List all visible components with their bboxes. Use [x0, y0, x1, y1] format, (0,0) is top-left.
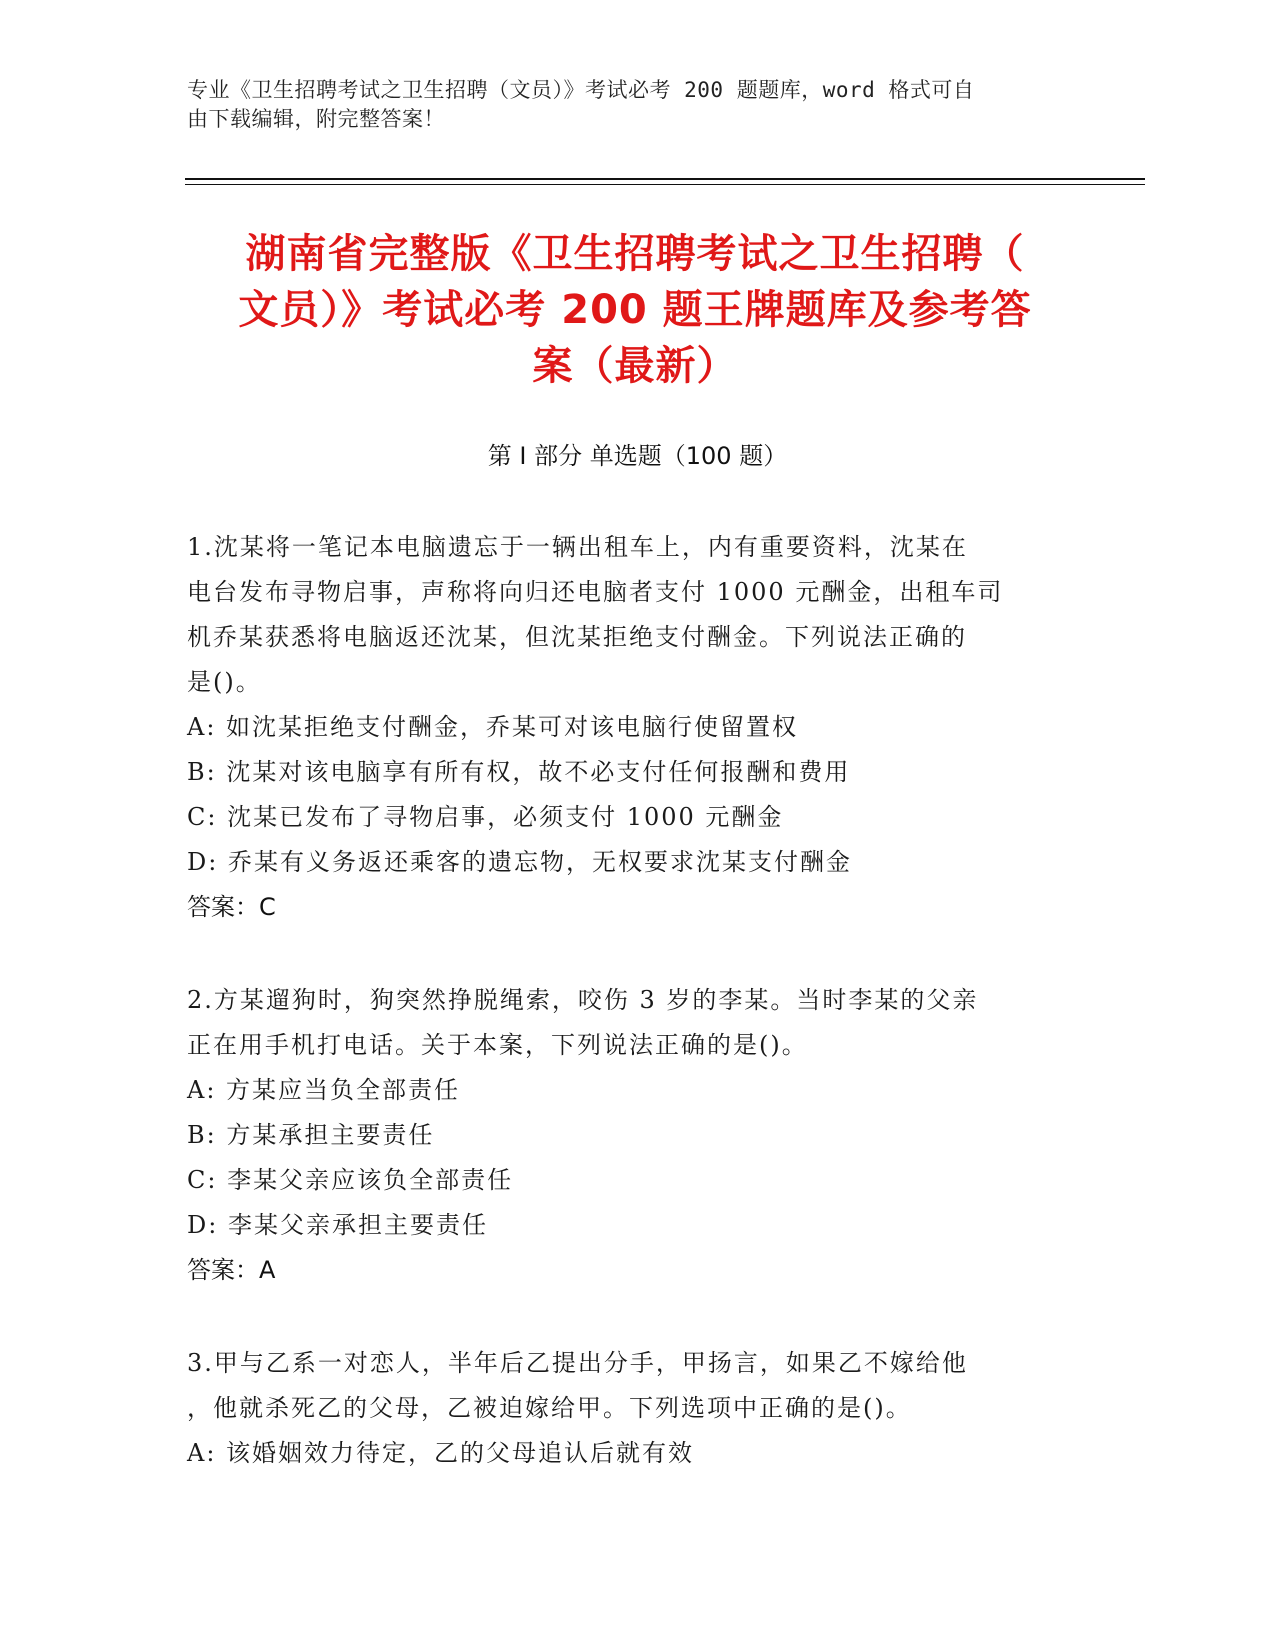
stem-line: 机乔某获悉将电脑返还沈某，但沈某拒绝支付酬金。下列说法正确的 [187, 623, 967, 651]
option-c: C: 沈某已发布了寻物启事，必须支付 1000 元酬金 [187, 803, 784, 831]
answer-key: 答案：C [187, 893, 276, 921]
option-b: B: 沈某对该电脑享有所有权，故不必支付任何报酬和费用 [187, 758, 851, 786]
document-title [190, 226, 1080, 394]
header-note-line: 专业《卫生招聘考试之卫生招聘（文员）》考试必考 200 题题库，word 格式可自 [187, 78, 975, 102]
option-a: A: 方某应当负全部责任 [187, 1076, 461, 1104]
answer-key: 答案：A [187, 1256, 276, 1284]
option-a: A: 如沈某拒绝支付酬金，乔某可对该电脑行使留置权 [187, 713, 799, 741]
question-stem [187, 1341, 1087, 1431]
title-line: 湖南省完整版《卫生招聘考试之卫生招聘（ [245, 231, 1025, 277]
option-c: C: 李某父亲应该负全部责任 [187, 1166, 514, 1194]
header-note-line: 由下载编辑，附完整答案！ [187, 107, 445, 131]
title-line: 文员）》考试必考 200 题王牌题库及参考答 [238, 287, 1032, 333]
option-a: A: 该婚姻效力待定，乙的父母追认后就有效 [187, 1439, 695, 1467]
title-line: 案（最新） [532, 343, 738, 389]
stem-line: 2.方某遛狗时，狗突然挣脱绳索，咬伤 3 岁的李某。当时李某的父亲 [187, 986, 979, 1014]
stem-line: 3.甲与乙系一对恋人，半年后乙提出分手，甲扬言，如果乙不嫁给他 [187, 1349, 968, 1377]
question-1 [187, 525, 1087, 930]
header-note [187, 76, 1067, 134]
header-divider-thin [185, 184, 1145, 185]
stem-line: 正在用手机打电话。关于本案，下列说法正确的是()。 [187, 1031, 808, 1059]
question-3 [187, 1341, 1087, 1476]
stem-line: 电台发布寻物启事，声称将向归还电脑者支付 1000 元酬金，出租车司 [187, 578, 1004, 606]
question-2 [187, 978, 1087, 1293]
header-divider-thick [185, 178, 1145, 180]
section-heading: 第 I 部分 单选题（100 题） [487, 442, 788, 470]
question-stem [187, 978, 1087, 1068]
stem-line: 1.沈某将一笔记本电脑遗忘于一辆出租车上，内有重要资料，沈某在 [187, 533, 968, 561]
option-d: D: 乔某有义务返还乘客的遗忘物，无权要求沈某支付酬金 [187, 848, 852, 876]
question-stem [187, 525, 1087, 705]
stem-line: 是()。 [187, 668, 262, 696]
question-list [187, 525, 1087, 1524]
stem-line: ，他就杀死乙的父母，乙被迫嫁给甲。下列选项中正确的是()。 [187, 1394, 912, 1422]
option-b: B: 方某承担主要责任 [187, 1121, 435, 1149]
option-d: D: 李某父亲承担主要责任 [187, 1211, 488, 1239]
